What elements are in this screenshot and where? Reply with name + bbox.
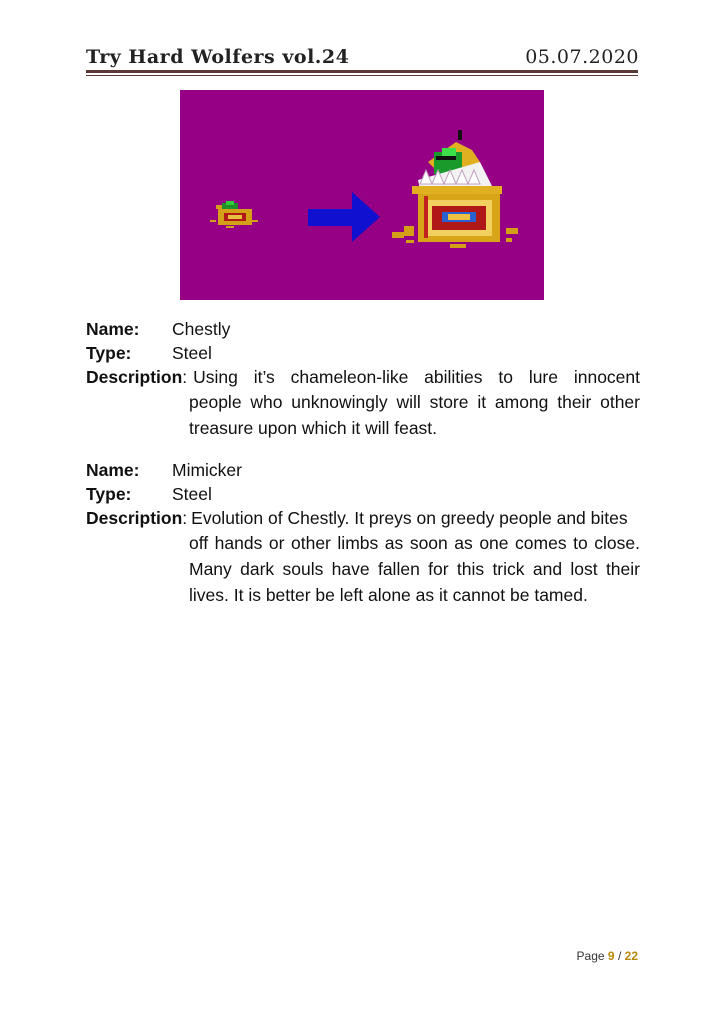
description-text: off hands or other limbs as soon as one comes to close. Many dark souls have fallen for this trick and lost their lives. It is better be left alone as it cannot be tamed. (189, 533, 640, 605)
page-total: 22 (624, 949, 638, 963)
header-date: 05.07.2020 (525, 46, 639, 68)
entry-mimicker (86, 458, 640, 608)
type-label: Type: (86, 484, 132, 504)
name-value: Mimicker (172, 460, 242, 480)
description-text: people who unknowingly will store it among their other treasure upon which it will feast. (189, 392, 640, 438)
page-number (577, 949, 638, 963)
page-current: 9 (607, 949, 615, 963)
name-value: Chestly (172, 319, 231, 339)
type-value: Steel (172, 484, 212, 504)
header-rule-thin (86, 75, 638, 76)
description: Description: Using it’s chameleon-like abilities to lure innocent people who unknowingly will store it among their other treasure upon which it will feast. (86, 365, 640, 441)
page-separator: / (617, 949, 622, 963)
arrow-icon (308, 192, 380, 242)
description: Description: Evolution of Chestly. It preys on greedy people and bites off hands or other limbs as soon as one comes to close. Many dark souls have fallen for this trick and lost their lives. It is better be left alone as it cannot be tamed. (86, 506, 640, 608)
mimicker-sprite-icon (392, 130, 518, 248)
evolution-artwork (180, 90, 544, 300)
description-first-line: Using it’s chameleon-like abilities to lure innocent (193, 367, 640, 387)
description-label: Description (86, 508, 183, 528)
page-label: Page (576, 949, 605, 963)
description-first-line: Evolution of Chestly. It preys on greedy people and bites (191, 508, 628, 528)
header-rule (86, 70, 638, 73)
name-row (86, 458, 640, 482)
type-row (86, 341, 640, 365)
name-label: Name: (86, 460, 140, 480)
type-value: Steel (172, 343, 212, 363)
entry-chestly (86, 317, 640, 441)
type-label: Type: (86, 343, 132, 363)
name-label: Name: (86, 319, 140, 339)
type-row (86, 482, 640, 506)
chestly-sprite-icon (210, 201, 258, 228)
description-label: Description (86, 367, 183, 387)
header-title: Try Hard Wolfers vol.24 (86, 46, 350, 68)
name-row (86, 317, 640, 341)
